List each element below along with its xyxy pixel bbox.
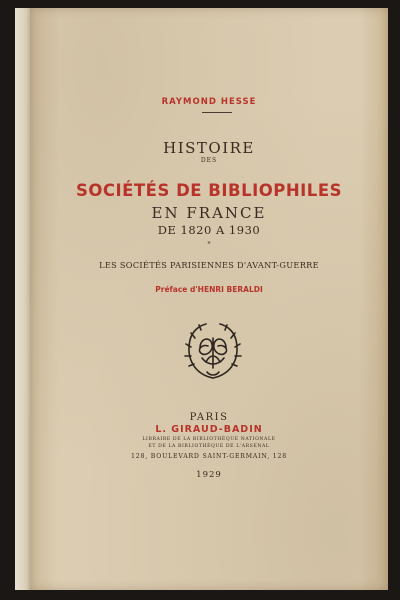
publication-year: 1929 bbox=[196, 470, 222, 480]
author-name: RAYMOND HESSE bbox=[161, 97, 257, 107]
title-main: SOCIÉTÉS DE BIBLIOPHILES bbox=[76, 181, 342, 200]
book-binding-edge bbox=[15, 8, 31, 590]
publisher-address: 128, BOULEVARD SAINT-GERMAIN, 128 bbox=[131, 453, 287, 460]
publisher-title-line-1: LIBRAIRE DE LA BIBLIOTHÈQUE NATIONALE bbox=[142, 437, 276, 442]
title-line-1: HISTOIRE bbox=[163, 139, 255, 157]
preface-credit: Préface d'HENRI BERALDI bbox=[155, 285, 263, 294]
publisher-name: L. GIRAUD-BADIN bbox=[155, 424, 263, 435]
subtitle: LES SOCIÉTÉS PARISIENNES D'AVANT-GUERRE bbox=[99, 260, 319, 270]
monogram-wreath-icon bbox=[180, 318, 246, 384]
title-line-4: EN FRANCE bbox=[151, 204, 267, 222]
volume-mark: * bbox=[207, 241, 211, 248]
title-page bbox=[30, 8, 388, 590]
divider-rule bbox=[202, 112, 232, 113]
publication-city: PARIS bbox=[189, 412, 229, 423]
title-line-2: DES bbox=[200, 157, 218, 164]
publisher-title-line-2: ET DE LA BIBLIOTHÈQUE DE L'ARSENAL bbox=[148, 444, 270, 449]
title-dates: DE 1820 A 1930 bbox=[157, 223, 261, 237]
